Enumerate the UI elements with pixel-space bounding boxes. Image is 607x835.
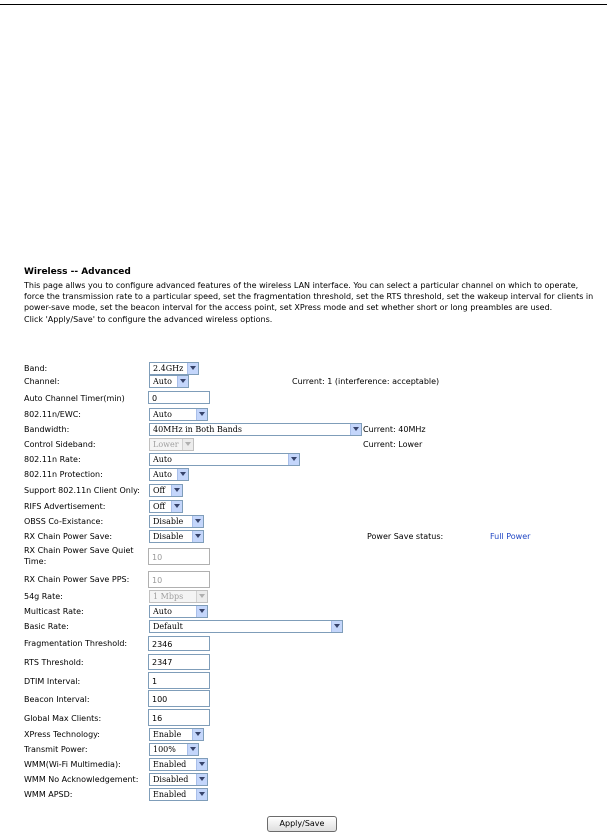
rx-quiet-time-input[interactable]: 10: [148, 548, 210, 565]
n-protection-select[interactable]: [149, 468, 189, 481]
chevron-down-icon: [182, 439, 193, 450]
top-rule: [0, 4, 607, 5]
basic-rate-select[interactable]: [149, 620, 343, 633]
rts-threshold-label: RTS Threshold:: [24, 658, 84, 667]
ewc-select[interactable]: [149, 408, 208, 421]
n-rate-select[interactable]: [149, 453, 300, 466]
chevron-down-icon: [177, 469, 188, 480]
n-protection-value: Auto: [153, 470, 172, 479]
multicast-rate-label: Multicast Rate:: [24, 607, 84, 616]
basic-rate-label: Basic Rate:: [24, 622, 69, 631]
chevron-down-icon: [350, 424, 361, 435]
channel-select[interactable]: [149, 375, 189, 388]
chevron-down-icon: [331, 621, 342, 632]
rts-threshold-input[interactable]: 2347: [148, 654, 210, 670]
chevron-down-icon: [196, 606, 207, 617]
chevron-down-icon: [171, 485, 182, 496]
wmm-apsd-value: Enabled: [153, 790, 187, 799]
chevron-down-icon: [187, 363, 198, 374]
obss-value: Disable: [153, 517, 184, 526]
band-label: Band:: [24, 364, 48, 373]
chevron-down-icon: [196, 409, 207, 420]
band-value: 2.4GHz: [153, 364, 184, 373]
chevron-down-icon: [171, 501, 182, 512]
rate-54g-value: 1 Mbps: [153, 592, 184, 601]
wmm-value: Enabled: [153, 760, 187, 769]
n-rate-value: Auto: [153, 455, 172, 464]
channel-current: Current: 1 (interference: acceptable): [292, 377, 440, 386]
wmm-apsd-select[interactable]: [149, 788, 208, 801]
instruction-text: Click 'Apply/Save' to configure the advanced wireless options.: [24, 314, 273, 324]
max-clients-label: Global Max Clients:: [24, 714, 102, 723]
rx-chain-power-save-select[interactable]: [149, 530, 204, 543]
chevron-down-icon: [192, 516, 203, 527]
rifs-label: RIFS Advertisement:: [24, 502, 106, 511]
max-clients-input[interactable]: 16: [148, 709, 210, 726]
bandwidth-label: Bandwidth:: [24, 425, 70, 434]
chevron-down-icon: [196, 774, 207, 785]
power-save-status-value: Full Power: [490, 532, 531, 541]
control-sideband-select[interactable]: [149, 438, 194, 451]
n-client-only-label: Support 802.11n Client Only:: [24, 486, 140, 495]
rx-pps-label: RX Chain Power Save PPS:: [24, 575, 130, 584]
auto-channel-timer-label: Auto Channel Timer(min): [24, 394, 125, 403]
rx-pps-input[interactable]: 10: [148, 571, 210, 588]
multicast-rate-select[interactable]: [149, 605, 208, 618]
dtim-label: DTIM Interval:: [24, 677, 81, 686]
description-text: This page allws you to configure advanced features of the wireless LAN interface. You can select a particular channel on which to operate, force the transmission rate to a particular speed, set the fragmentation threshold, set the RTS threshold, set the wakeup interval for clients in power-save mode, set the beacon interval for the access point, set XPress mode and set whether short or long preambles are used.: [24, 281, 594, 313]
power-save-status-label: Power Save status:: [367, 532, 444, 541]
beacon-input[interactable]: 100: [148, 690, 210, 707]
rifs-select[interactable]: [149, 500, 183, 513]
rx-quiet-time-label: RX Chain Power Save Quiet Time:: [24, 546, 134, 566]
page-title: Wireless -- Advanced: [24, 267, 131, 277]
chevron-down-icon: [187, 744, 198, 755]
rate-54g-select[interactable]: [149, 590, 208, 603]
n-client-only-value: Off: [153, 486, 166, 495]
auto-channel-timer-input[interactable]: 0: [148, 391, 210, 404]
xpress-value: Enable: [153, 730, 182, 739]
xpress-label: XPress Technology:: [24, 730, 101, 739]
chevron-down-icon: [196, 789, 207, 800]
rifs-value: Off: [153, 502, 166, 511]
apply-save-button[interactable]: Apply/Save: [267, 816, 337, 832]
control-sideband-value: Lower: [153, 440, 179, 449]
channel-label: Channel:: [24, 377, 60, 386]
chevron-down-icon: [196, 591, 207, 602]
beacon-label: Beacon Interval:: [24, 695, 90, 704]
obss-select[interactable]: [149, 515, 204, 528]
ewc-value: Auto: [153, 410, 172, 419]
chevron-down-icon: [192, 729, 203, 740]
rx-chain-power-save-label: RX Chain Power Save:: [24, 532, 113, 541]
wmm-noack-label: WMM No Acknowledgement:: [24, 775, 139, 784]
n-protection-label: 802.11n Protection:: [24, 470, 103, 479]
multicast-rate-value: Auto: [153, 607, 172, 616]
wmm-apsd-label: WMM APSD:: [24, 790, 73, 799]
bandwidth-current: Current: 40MHz: [363, 425, 426, 434]
chevron-down-icon: [288, 454, 299, 465]
chevron-down-icon: [177, 376, 188, 387]
xpress-select[interactable]: [149, 728, 204, 741]
chevron-down-icon: [192, 531, 203, 542]
bandwidth-select[interactable]: [149, 423, 362, 436]
n-rate-label: 802.11n Rate:: [24, 455, 81, 464]
control-sideband-label: Control Sideband:: [24, 440, 96, 449]
page-description: [24, 280, 599, 325]
n-client-only-select[interactable]: [149, 484, 183, 497]
wmm-label: WMM(Wi-Fi Multimedia):: [24, 760, 121, 769]
band-select[interactable]: [149, 362, 199, 375]
bandwidth-value: 40MHz in Both Bands: [153, 425, 242, 434]
rx-chain-power-save-value: Disable: [153, 532, 184, 541]
wmm-select[interactable]: [149, 758, 208, 771]
basic-rate-value: Default: [153, 622, 183, 631]
frag-threshold-input[interactable]: 2346: [148, 636, 210, 651]
chevron-down-icon: [196, 759, 207, 770]
wmm-noack-select[interactable]: [149, 773, 208, 786]
wmm-noack-value: Disabled: [153, 775, 189, 784]
dtim-input[interactable]: 1: [148, 672, 210, 689]
channel-value: Auto: [153, 377, 172, 386]
tx-power-value: 100%: [153, 745, 176, 754]
rate-54g-label: 54g Rate:: [24, 592, 63, 601]
ewc-label: 802.11n/EWC:: [24, 410, 82, 419]
tx-power-label: Transmit Power:: [24, 745, 88, 754]
tx-power-select[interactable]: [149, 743, 199, 756]
frag-threshold-label: Fragmentation Threshold:: [24, 639, 128, 648]
obss-label: OBSS Co-Existance:: [24, 517, 104, 526]
control-sideband-current: Current: Lower: [363, 440, 423, 449]
